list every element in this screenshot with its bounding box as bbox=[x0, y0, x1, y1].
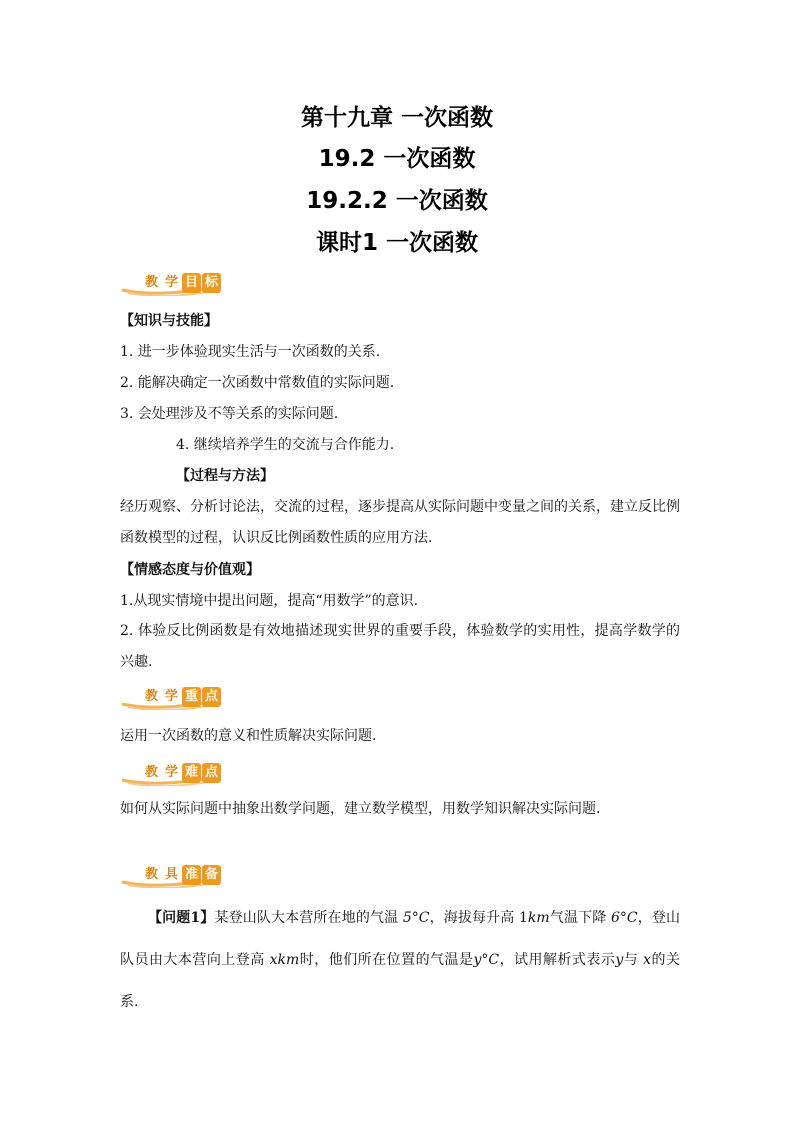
problem-text: ，海拔每升高 1 bbox=[429, 910, 528, 926]
badge-teaching-goals bbox=[120, 270, 230, 296]
problem-math: y bbox=[615, 952, 624, 968]
badge-char: 重 bbox=[182, 687, 201, 707]
knowledge-item: 1. 进一步体验现实生活与一次函数的关系. bbox=[120, 344, 381, 360]
difficulties-text: 如何从实际问题中抽象出数学问题，建立数学模型，用数学知识解决实际问题. bbox=[120, 801, 601, 817]
badge-char: 学 bbox=[165, 765, 179, 780]
problem-math: 5°C bbox=[402, 910, 430, 926]
problem-text: 气温下降 bbox=[549, 910, 611, 926]
badge-char: 目 bbox=[182, 273, 201, 293]
badge-char: 教 bbox=[145, 689, 159, 704]
attitude-item: 2. 体验反比例函数是有效地描述现实世界的重要手段，体验数学的实用性，提高学数学的兴趣. bbox=[120, 623, 680, 670]
problem-math: x bbox=[643, 952, 652, 968]
problem-math: xkm bbox=[269, 952, 300, 968]
badge-char: 教 bbox=[145, 867, 159, 882]
problem-text: ，试用解析式表示 bbox=[499, 952, 616, 968]
badge-key-points bbox=[120, 684, 230, 710]
attitude-item: 1.从现实情境中提出问题，提高“用数学”的意识. bbox=[120, 593, 419, 609]
badge-char: 学 bbox=[165, 275, 179, 290]
badge-char: 具 bbox=[165, 867, 179, 882]
badge-char: 教 bbox=[145, 765, 159, 780]
badge-char: 学 bbox=[165, 689, 179, 704]
badge-char: 点 bbox=[202, 687, 221, 707]
knowledge-heading: 【知识与技能】 bbox=[120, 313, 218, 329]
badge-char: 难 bbox=[182, 763, 201, 783]
badge-char: 准 bbox=[182, 865, 201, 885]
problem-text: 与 bbox=[623, 952, 644, 968]
badge-teaching-tools bbox=[120, 862, 230, 888]
problem-text: 的关系. bbox=[120, 952, 681, 1010]
knowledge-item: 3. 会处理涉及不等关系的实际问题. bbox=[120, 406, 339, 422]
problem-math: km bbox=[527, 910, 550, 926]
badge-char: 备 bbox=[202, 865, 221, 885]
lesson-title: 课时1 一次函数 bbox=[315, 230, 478, 256]
problem-math: y°C bbox=[473, 952, 500, 968]
subsection-title: 19.2.2 一次函数 bbox=[306, 188, 488, 214]
problem-text: 时，他们所在位置的气温是 bbox=[299, 952, 474, 968]
knowledge-item: 4. 继续培养学生的交流与合作能力. bbox=[176, 437, 395, 453]
knowledge-item: 2. 能解决确定一次函数中常数值的实际问题. bbox=[120, 375, 395, 391]
process-text: 经历观察、分析讨论法，交流的过程，逐步提高从实际问题中变量之间的关系，建立反比例函数模型的过程，认识反比例函数性质的应用方法. bbox=[120, 499, 680, 546]
chapter-title: 第十九章 一次函数 bbox=[300, 105, 493, 131]
badge-char: 教 bbox=[145, 275, 159, 290]
problem-math: 6°C bbox=[610, 910, 638, 926]
problem-text: 某登山队大本营所在地的气温 bbox=[214, 910, 403, 926]
process-heading: 【过程与方法】 bbox=[176, 468, 274, 484]
section-title: 19.2 一次函数 bbox=[318, 146, 476, 172]
badge-char: 点 bbox=[202, 763, 221, 783]
problem-label: 【问题1】 bbox=[148, 910, 215, 926]
problem-text: ，登山队员由大本营向上登高 bbox=[120, 910, 681, 968]
key-points-text: 运用一次函数的意义和性质解决实际问题. bbox=[120, 728, 377, 744]
badge-difficulties bbox=[120, 760, 230, 786]
problem-1 bbox=[120, 897, 680, 1023]
attitude-heading: 【情感态度与价值观】 bbox=[120, 562, 260, 578]
badge-char: 标 bbox=[202, 273, 221, 293]
